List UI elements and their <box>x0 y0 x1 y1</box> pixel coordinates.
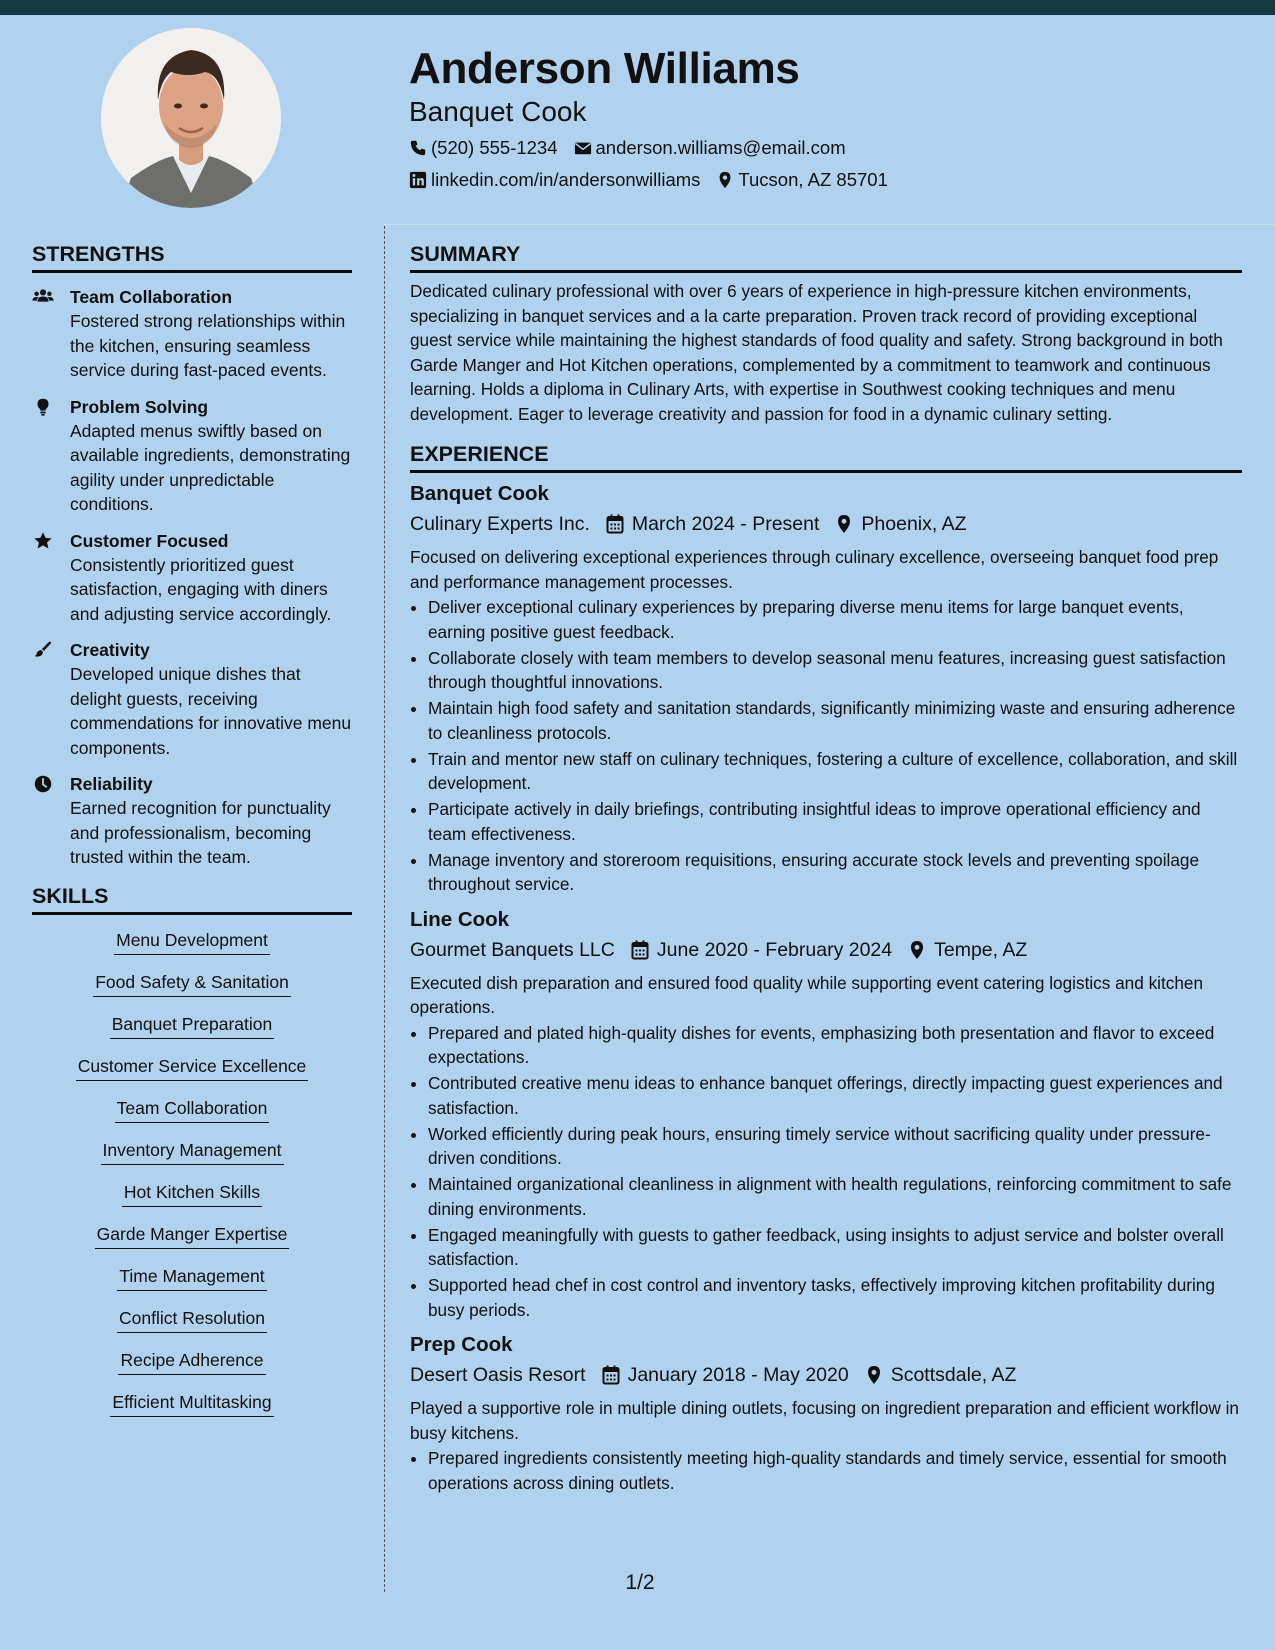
job-dates <box>631 935 892 965</box>
strength-desc: Fostered strong relationships within the kitchen, ensuring seamless service during fast-paced events. <box>70 311 346 380</box>
strength-title: Reliability <box>70 774 153 794</box>
column-divider <box>384 226 385 1592</box>
job-company: Gourmet Banquets LLC <box>410 938 615 961</box>
job-bullet: • Maintained organizational cleanliness in alignment with health regulations, reinforcing commitment to safe dining environments. <box>428 1172 1242 1221</box>
job-bullet: • Worked efficiently during peak hours, ensuring timely service without sacrificing quality under pressure-driven conditions. <box>428 1122 1242 1171</box>
skills-heading: SKILLS <box>32 884 352 915</box>
strength-desc: Adapted menus swiftly based on available ingredients, demonstrating agility under unpredictable conditions. <box>70 420 351 514</box>
paintbrush-icon <box>32 640 54 660</box>
skill-item <box>32 1223 352 1249</box>
linkedin-contact[interactable] <box>409 169 700 191</box>
skill-item <box>32 1307 352 1333</box>
job-dates-text: January 2018 - May 2020 <box>627 1364 849 1386</box>
job-meta <box>410 509 1242 539</box>
location-text: Tucson, AZ 85701 <box>738 169 888 190</box>
skill-item <box>32 1013 352 1039</box>
job-entry <box>410 905 1242 1323</box>
skills-list <box>32 929 352 1417</box>
job-position: Banquet Cook <box>410 482 549 505</box>
calendar-icon <box>631 940 649 960</box>
page-number: 1/2 <box>625 1571 655 1594</box>
linkedin-icon <box>409 171 427 189</box>
clock-icon <box>32 774 54 794</box>
job-location-text: Scottsdale, AZ <box>890 1364 1017 1386</box>
job-bullet: • Manage inventory and storeroom requisitions, ensuring accurate stock levels and preventing spoilage throughout service. <box>428 848 1242 897</box>
job-bullet: • Prepared and plated high-quality dishes for events, emphasizing both presentation and flavor to exceed expectations. <box>428 1021 1242 1070</box>
job-company: Desert Oasis Resort <box>410 1364 586 1386</box>
skill-item <box>32 1055 352 1081</box>
email-text: anderson.williams@email.com <box>595 137 846 158</box>
skill-label: Efficient Multitasking <box>110 1391 273 1417</box>
job-location <box>865 1360 1017 1390</box>
job-location <box>908 935 1027 965</box>
job-bullet: • Contributed creative menu ideas to enhance banquet offerings, directly impacting guest experiences and satisfaction. <box>428 1071 1242 1120</box>
strength-title: Problem Solving <box>70 396 209 417</box>
experience-heading: EXPERIENCE <box>410 442 1242 473</box>
contact-row-1 <box>409 137 1249 159</box>
job-dates <box>602 1360 849 1390</box>
strengths-heading: STRENGTHS <box>32 242 352 273</box>
job-position: Line Cook <box>410 907 510 931</box>
job-location-text: Tempe, AZ <box>934 938 1028 961</box>
job-dates-text: March 2024 - Present <box>631 513 820 535</box>
job-meta <box>410 935 1242 965</box>
job-location-text: Phoenix, AZ <box>861 513 967 535</box>
skill-item <box>32 1391 352 1417</box>
job-position: Prep Cook <box>410 1333 513 1356</box>
skill-label: Food Safety & Sanitation <box>93 971 291 997</box>
skill-item <box>32 971 352 997</box>
map-pin-icon <box>716 171 734 189</box>
email-contact[interactable] <box>574 137 846 159</box>
strength-title: Customer Focused <box>70 530 229 551</box>
job-dates <box>606 509 820 539</box>
summary-text: Dedicated culinary professional with over 6 years of experience in high-pressure kitchen environments, specializing in banquet services and a la carte preparation. Proven track record of providing exceptional guest service while maintaining the highest standards of food quality and safety. Strong background in both Garde Manger and Hot Kitchen operations, complemented by a commitment to teamwork and continuous learning. Holds a diploma in Culinary Arts, with expertise in Southwest cooking techniques and menu development. Eager to leverage creativity and passion for food in a dynamic culinary setting. <box>410 281 1223 424</box>
strength-item <box>32 529 352 627</box>
strength-title: Creativity <box>70 640 150 660</box>
job-dates-text: June 2020 - February 2024 <box>656 938 893 961</box>
map-pin-icon <box>865 1365 883 1385</box>
job-bullets <box>410 1021 1242 1323</box>
strength-item <box>32 395 352 517</box>
phone-contact[interactable] <box>409 137 558 159</box>
envelope-icon <box>574 139 592 157</box>
job-bullet: • Prepared ingredients consistently meeting high-quality standards and timely service, essential for smooth operations across dining outlets. <box>428 1446 1242 1495</box>
job-bullets <box>410 1446 1242 1495</box>
skill-label: Garde Manger Expertise <box>95 1223 290 1249</box>
star-icon <box>32 531 54 551</box>
job-meta <box>410 1360 1242 1390</box>
strengths-list <box>32 285 352 870</box>
strength-desc: Consistently prioritized guest satisfaction, engaging with diners and adjusting service accordingly. <box>70 554 332 624</box>
job-bullet: • Participate actively in daily briefings, contributing insightful ideas to improve operational efficiency and team effectiveness. <box>428 797 1242 846</box>
job-bullet: • Train and mentor new staff on culinary techniques, fostering a culture of excellence, collaboration, and skill development. <box>428 747 1242 796</box>
skill-item <box>32 929 352 955</box>
skill-label: Inventory Management <box>101 1139 284 1165</box>
job-bullet: • Supported head chef in cost control and inventory tasks, effectively improving kitchen profitability during busy periods. <box>428 1273 1242 1322</box>
skill-item <box>32 1139 352 1165</box>
location-contact <box>716 169 887 191</box>
phone-text: (520) 555-1234 <box>431 137 558 158</box>
linkedin-text: linkedin.com/in/andersonwilliams <box>431 169 701 190</box>
skill-label: Customer Service Excellence <box>76 1055 309 1081</box>
calendar-icon <box>602 1365 620 1385</box>
contact-row-2 <box>409 169 1249 191</box>
map-pin-icon <box>908 940 926 960</box>
job-description: Executed dish preparation and ensured food quality while supporting event catering logistics and kitchen operations. <box>410 972 1204 1017</box>
job-description: Played a supportive role in multiple dining outlets, focusing on ingredient preparation and efficient workflow in busy kitchens. <box>410 1398 1239 1443</box>
map-pin-icon <box>835 514 853 534</box>
phone-icon <box>409 139 427 157</box>
summary-heading: SUMMARY <box>410 242 1242 273</box>
strength-item <box>32 772 352 870</box>
skill-label: Menu Development <box>114 929 270 955</box>
job-bullet: • Maintain high food safety and sanitation standards, significantly minimizing waste and ensuring adherence to cleanliness protocols. <box>428 696 1242 745</box>
skill-label: Time Management <box>117 1265 266 1291</box>
job-bullet: • Collaborate closely with team members to develop seasonal menu features, increasing guest satisfaction through thoughtful innovations. <box>428 646 1242 695</box>
job-bullets <box>410 595 1242 897</box>
candidate-name: Anderson Williams <box>409 44 800 93</box>
skill-label: Conflict Resolution <box>117 1307 267 1333</box>
strength-desc: Developed unique dishes that delight guests, receiving commendations for innovative menu components. <box>70 664 352 758</box>
right-column <box>410 242 1242 1497</box>
left-column <box>32 242 352 1433</box>
header-divider <box>384 224 1275 225</box>
skill-item <box>32 1097 352 1123</box>
strength-title: Team Collaboration <box>70 287 233 307</box>
calendar-icon <box>606 514 624 534</box>
skill-item <box>32 1265 352 1291</box>
strength-desc: Earned recognition for punctuality and professionalism, becoming trusted within the team. <box>70 798 331 867</box>
skill-item <box>32 1181 352 1207</box>
header <box>409 40 1249 191</box>
job-entry <box>410 479 1242 897</box>
profile-photo <box>101 28 281 208</box>
skill-label: Team Collaboration <box>115 1097 270 1123</box>
users-icon <box>32 287 54 307</box>
job-description: Focused on delivering exceptional experiences through culinary excellence, overseeing banquet food prep and performance management processes. <box>410 547 1219 592</box>
skill-label: Banquet Preparation <box>110 1013 275 1039</box>
job-bullet: • Deliver exceptional culinary experiences by preparing diverse menu items for large banquet events, earning positive guest feedback. <box>428 595 1242 644</box>
lightbulb-icon <box>32 397 54 417</box>
job-title: Banquet Cook <box>409 96 587 127</box>
skill-item <box>32 1349 352 1375</box>
top-accent-bar <box>0 0 1275 15</box>
strength-item <box>32 285 352 383</box>
skill-label: Hot Kitchen Skills <box>122 1181 262 1207</box>
job-location <box>835 509 966 539</box>
job-company: Culinary Experts Inc. <box>410 513 590 535</box>
job-bullet: • Engaged meaningfully with guests to gather feedback, using insights to adjust service and bolster overall satisfaction. <box>428 1223 1242 1272</box>
job-entry <box>410 1330 1242 1495</box>
strength-item <box>32 638 352 760</box>
skill-label: Recipe Adherence <box>118 1349 265 1375</box>
